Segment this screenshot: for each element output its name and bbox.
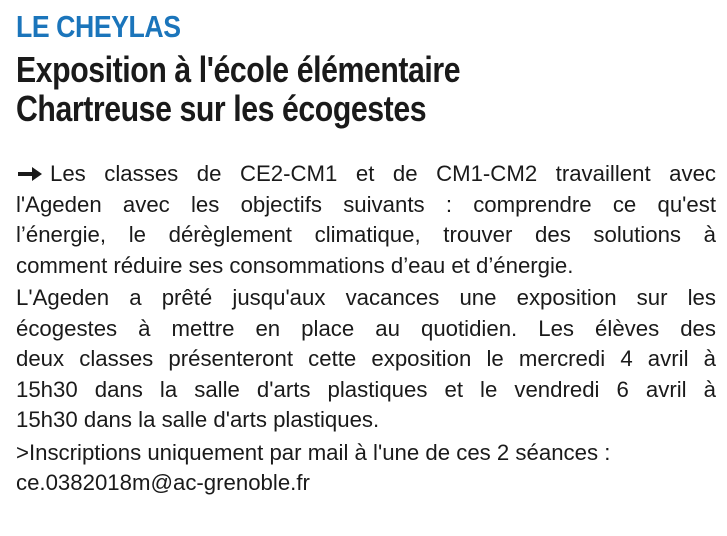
- paragraph-line: >Inscriptions uniquement par mail à l'une de ces 2 séances :: [16, 439, 611, 465]
- paragraph-line: [16, 159, 716, 190]
- paragraph-line: comment réduire ses consommations d’eau et d’énergie.: [16, 252, 574, 278]
- paragraph-intro: [16, 159, 716, 281]
- paragraph-line: l'Ageden avec les objectifs suivants : comprendre ce qu'est: [16, 191, 716, 217]
- paragraph-registration: [16, 438, 716, 499]
- paragraph-line: l’énergie, le dérèglement climatique, trouver des solutions à: [16, 222, 716, 247]
- article-headline: [16, 50, 716, 128]
- paragraph-line: deux classes présenteront cette exposition le mercredi 4 avril à: [16, 346, 716, 371]
- paragraph-line: écogestes à mettre en place au quotidien. Les élèves des: [16, 315, 716, 341]
- paragraph-line: 15h30 dans la salle d'arts plastiques et le vendredi 6 avril à: [16, 376, 716, 402]
- article-kicker: LE CHEYLAS: [16, 9, 181, 44]
- arrow-right-icon: [16, 165, 44, 183]
- article: [16, 10, 716, 499]
- article-body: [16, 159, 716, 499]
- paragraph-line-text: Les classes de CE2-CM1 et de CM1-CM2 travaillent avec: [50, 161, 716, 186]
- paragraph-line: 15h30 dans la salle d'arts plastiques.: [16, 407, 380, 432]
- paragraph-line: L'Ageden a prêté jusqu'aux vacances une exposition sur les: [16, 285, 716, 310]
- paragraph-exhibition: [16, 283, 716, 436]
- email-address: ce.0382018m@ac-grenoble.fr: [16, 470, 310, 495]
- headline-line-1: Exposition à l'école élémentaire: [16, 49, 461, 90]
- headline-line-2: Chartreuse sur les écogestes: [16, 88, 427, 129]
